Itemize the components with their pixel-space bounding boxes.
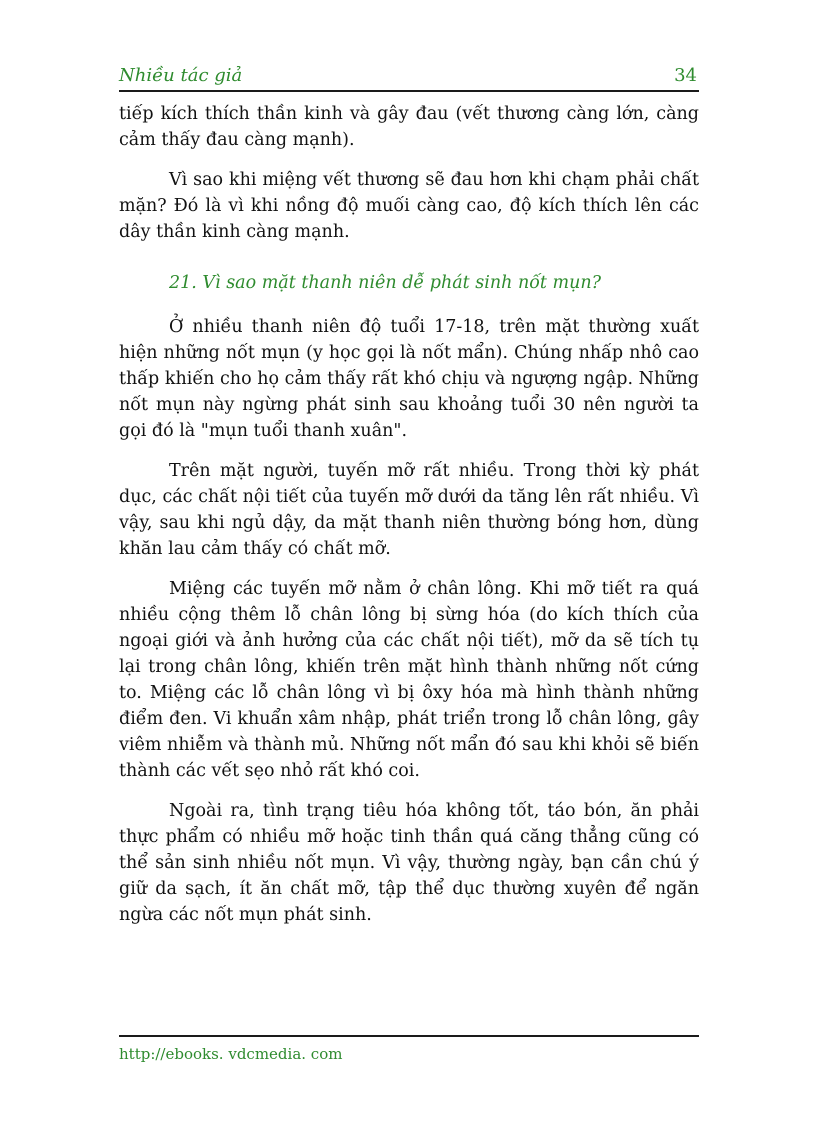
footer-link[interactable]: http://ebooks. vdcmedia. com	[119, 1045, 343, 1063]
paragraph: Miệng các tuyến mỡ nằm ở chân lông. Khi mỡ tiết ra quá nhiều cộng thêm lỗ chân lông bị sừng hóa (do kích thích của ngoại giới và ảnh hưởng của các chất nội tiết), mỡ da sẽ tích tụ lại trong chân lông, khiến trên mặt hình thành những nốt cứng to. Miệng các lỗ chân lông vì bị ôxy hóa mà hình thành những điểm đen. Vi khuẩn xâm nhập, phát triển trong lỗ chân lông, gây viêm nhiễm và thành mủ. Những nốt mẩn đó sau khi khỏi sẽ biến thành các vết sẹo nhỏ rất khó coi.	[119, 579, 699, 781]
page-footer	[119, 1035, 699, 1063]
paragraph: Vì sao khi miệng vết thương sẽ đau hơn khi chạm phải chất mặn? Đó là vì khi nồng độ muối càng cao, độ kích thích lên các dây thần kinh càng mạnh.	[119, 170, 699, 242]
page-body	[119, 101, 699, 942]
paragraph: Ở nhiều thanh niên độ tuổi 17-18, trên mặt thường xuất hiện những nốt mụn (y học gọi là nốt mẩn). Chúng nhấp nhô cao thấp khiến cho họ cảm thấy rất khó chịu và ngượng ngập. Những nốt mụn này ngừng phát sinh sau khoảng tuổi 30 nên người ta gọi đó là "mụn tuổi thanh xuân".	[119, 317, 699, 441]
paragraph-continuation: tiếp kích thích thần kinh và gây đau (vết thương càng lớn, càng cảm thấy đau càng mạnh).	[119, 104, 699, 150]
section-heading: 21. Vì sao mặt thanh niên dễ phát sinh nốt mụn?	[169, 273, 602, 293]
paragraph: Trên mặt người, tuyến mỡ rất nhiều. Trong thời kỳ phát dục, các chất nội tiết của tuyến mỡ dưới da tăng lên rất nhiều. Vì vậy, sau khi ngủ dậy, da mặt thanh niên thường bóng hơn, dùng khăn lau cảm thấy có chất mỡ.	[119, 461, 699, 559]
book-author-title: Nhiều tác giả	[119, 65, 243, 86]
page-number: 34	[674, 65, 697, 86]
page-header	[119, 62, 699, 92]
paragraph: Ngoài ra, tình trạng tiêu hóa không tốt, táo bón, ăn phải thực phẩm có nhiều mỡ hoặc tinh thần quá căng thẳng cũng có thể sản sinh nhiều nốt mụn. Vì vậy, thường ngày, bạn cần chú ý giữ da sạch, ít ăn chất mỡ, tập thể dục thường xuyên để ngăn ngừa các nốt mụn phát sinh.	[119, 801, 699, 925]
